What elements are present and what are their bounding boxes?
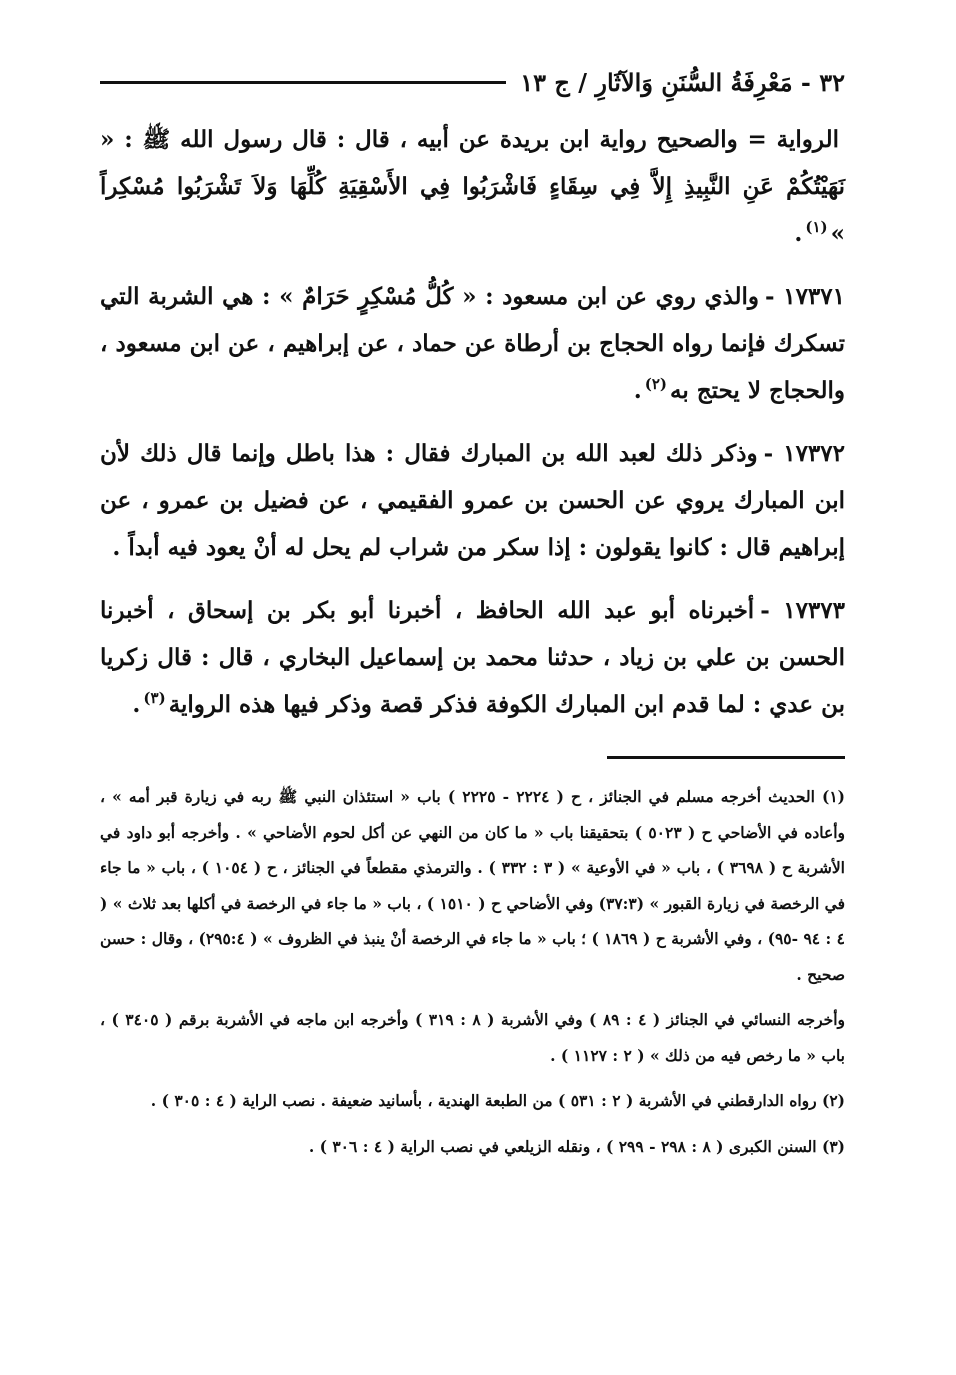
hadith-number: ١٧٣٧١ - bbox=[765, 283, 845, 310]
paragraph-end: . bbox=[132, 691, 141, 718]
paragraph-3 bbox=[100, 430, 845, 571]
book-page bbox=[100, 62, 845, 1352]
page-header bbox=[100, 62, 845, 102]
paragraph-text: أخبرناه أبو عبد الله الحافظ ، أخبرنا أبو بكر بن إسحاق ، أخبرنا الحسن بن علي بن زياد ، حدثنا محمد بن إسماعيل البخاري ، قال : قال زكريا بن عدي : لما قدم ابن المبارك الكوفة فذكر قصة وذكر فيها هذه الرواية bbox=[100, 597, 845, 718]
paragraph-1 bbox=[100, 116, 845, 257]
footnote-separator bbox=[607, 756, 845, 759]
footnote-ref[interactable]: (٣) bbox=[143, 689, 166, 708]
hadith-number: ١٧٣٧٢ - bbox=[763, 440, 845, 467]
footnote-ref[interactable]: (١) bbox=[805, 218, 828, 237]
footnote-ref[interactable]: (٢) bbox=[644, 375, 668, 394]
footnote-2: (٢) رواه الدارقطني في الأشربة ( ٢ : ٥٣١ ) من الطبعة الهندية ، بأسانيد ضعيفة . نصب الراية ( ٤ : ٣٠٥ ) . bbox=[150, 1091, 845, 1110]
footnote-1: (١) الحديث أخرجه مسلم في الجنائز ، ح ( ٢٢٢٤ - ٢٢٢٥ ) باب « استئذان النبي ﷺ ربه في زيارة قبر أمه » ، وأعاده في الأضاحي ح ( ٥٠٢٣ ) بتحقيقنا باب « ما كان من النهي عن أكل لحوم الأضاحي » . وأخرجه أبو داود في الأشربة ح ( ٣٦٩٨ ) ، باب « في الأوعية » ( ٣ : ٣٣٢ ) . والترمذي مقطعاً في الجنائز ، ح ( ١٠٥٤ ) ، باب « ما جاء في الرخصة في زيارة القبور » (٣٧:٣) وفي الأضاحي ح ( ١٥١٠ ) ، باب « ما جاء في الرخصة في أكلها بعد ثلاث » ( ٤ : ٩٤ -٩٥) ، وفي الأشربة ح ( ١٨٦٩ ) ؛ باب « ما جاء في الرخصة أنْ ينبذ في الظروف » ( ٢٩٥:٤) ، وقال : حسن صحيح . bbox=[100, 787, 845, 984]
footnote-1-continued: وأخرجه النسائي في الجنائز ( ٤ : ٨٩ ) وفي الأشربة ( ٨ : ٣١٩ ) وأخرجه ابن ماجه في الأشربة برقم ( ٣٤٠٥ ) ، باب « ما رخص فيه من ذلك » ( ٢ : ١١٢٧ ) . bbox=[100, 1010, 845, 1065]
paragraph-4 bbox=[100, 587, 845, 728]
paragraph-2 bbox=[100, 273, 845, 414]
running-head: ٣٢ - مَعْرِفَةُ السُّنَنِ وَالآثَارِ / ج ١٣ bbox=[520, 67, 845, 97]
paragraph-text: الرواية = والصحيح رواية ابن بريدة عن أبيه ، قال : قال رسول الله ﷺ : « نَهَيْتُكُمْ عَنِ النَّبِيذِ إِلاَّ فِي سِقَاءٍ فَاشْرَبُوا فِي الأَسْقِيَةِ كُلِّهَا وَلاَ تَشْرَبُوا مُسْكِراً » bbox=[100, 126, 845, 247]
header-rule bbox=[100, 81, 506, 84]
paragraph-text: والذي روي عن ابن مسعود : « كُلُّ مُسْكِرٍ حَرَامٌ » : هي الشربة التي تسكرك فإنما رواه الحجاج بن أرطاة عن حماد ، عن إبراهيم ، عن ابن مسعود ، والحجاج لا يحتج به bbox=[100, 283, 845, 404]
footnotes bbox=[100, 779, 845, 1164]
hadith-number: ١٧٣٧٣ - bbox=[760, 597, 845, 624]
paragraph-end: . bbox=[794, 220, 803, 247]
paragraph-end: . bbox=[633, 377, 642, 404]
main-text bbox=[100, 116, 845, 728]
paragraph-text: وذكر ذلك لعبد الله بن المبارك فقال : هذا باطل وإنما قال ذلك لأن ابن المبارك يروي عن الحسن بن عمرو الفقيمي ، عن فضيل بن عمرو ، عن إبراهيم قال : كانوا يقولون : إذا سكر من شراب لم يحل له أنْ يعود فيه أبداً . bbox=[100, 440, 846, 561]
footnote-3: (٣) السنن الكبرى ( ٨ : ٢٩٨ - ٢٩٩ ) ، ونقله الزيلعي في نصب الراية ( ٤ : ٣٠٦ ) . bbox=[308, 1136, 845, 1156]
